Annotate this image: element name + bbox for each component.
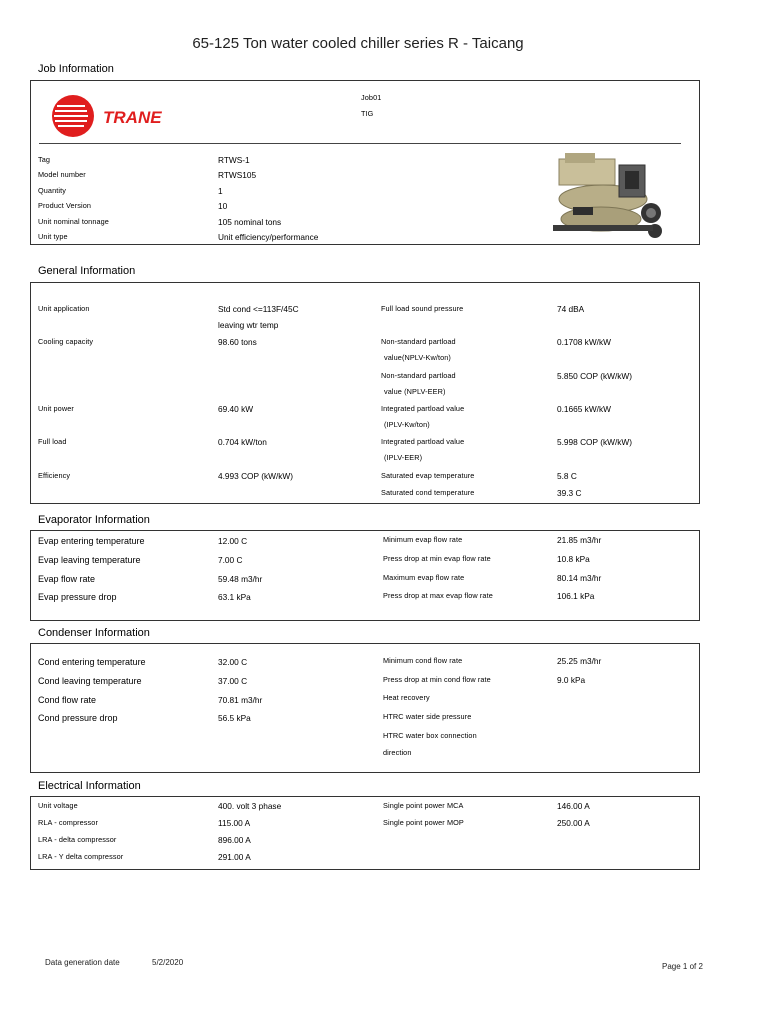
date-label: Data generation date [45, 958, 120, 967]
job-row-value: RTWS105 [218, 170, 257, 180]
job-row-value: RTWS-1 [218, 155, 250, 165]
job-row-value: 1 [218, 186, 223, 196]
job-row-value: Unit efficiency/performance [218, 232, 319, 242]
condenser-info-box [30, 643, 700, 773]
general-right-label: Saturated cond temperature [381, 488, 475, 497]
evaporator-right-value: 106.1 kPa [557, 591, 595, 601]
electrical-left-label: Unit voltage [38, 801, 78, 810]
evaporator-left-value: 7.00 C [218, 555, 243, 565]
job-row-label: Quantity [38, 186, 66, 195]
condenser-section-title: Condenser Information [38, 627, 150, 639]
evaporator-right-value: 10.8 kPa [557, 554, 590, 564]
general-left-label: Unit application [38, 304, 90, 313]
job-sub: TIG [361, 109, 374, 118]
condenser-left-label: Cond leaving temperature [38, 676, 142, 686]
general-info-box [30, 282, 700, 504]
condenser-right-label: HTRC water side pressure [383, 712, 472, 721]
condenser-right-label: Press drop at min cond flow rate [383, 675, 491, 684]
job-row-value: 105 nominal tons [218, 217, 282, 227]
page-title: 65-125 Ton water cooled chiller series R - Taicang [192, 35, 524, 52]
electrical-left-value: 291.00 A [218, 852, 251, 862]
condenser-left-value: 32.00 C [218, 657, 248, 667]
general-right-label: Non-standard partload [381, 337, 456, 346]
chiller-unit-image [543, 151, 671, 241]
electrical-right-value: 146.00 A [557, 801, 590, 811]
condenser-right-label-cont: direction [383, 748, 412, 757]
general-right-value: 5.8 C [557, 471, 577, 481]
electrical-left-label: LRA - Y delta compressor [38, 852, 124, 861]
condenser-left-label: Cond entering temperature [38, 657, 146, 667]
divider [39, 143, 681, 144]
evaporator-right-label: Press drop at min evap flow rate [383, 554, 491, 563]
general-right-value: 5.998 COP (kW/kW) [557, 437, 632, 447]
general-right-label-cont: (IPLV-Kw/ton) [384, 420, 430, 429]
job-row-label: Unit type [38, 232, 68, 241]
general-left-value-cont: leaving wtr temp [218, 320, 279, 330]
general-left-label: Efficiency [38, 471, 71, 480]
job-name: Job01 [361, 93, 382, 102]
evaporator-left-label: Evap pressure drop [38, 592, 117, 602]
evaporator-left-label: Evap entering temperature [38, 536, 145, 546]
general-left-label: Cooling capacity [38, 337, 94, 346]
job-section-title: Job Information [38, 63, 114, 75]
job-row-label: Model number [38, 170, 86, 179]
trane-logo-icon [51, 94, 181, 138]
evaporator-right-label: Press drop at max evap flow rate [383, 591, 493, 600]
evaporator-left-value: 12.00 C [218, 536, 248, 546]
condenser-left-label: Cond flow rate [38, 695, 97, 705]
general-right-label: Saturated evap temperature [381, 471, 475, 480]
evaporator-right-label: Maximum evap flow rate [383, 573, 465, 582]
general-right-value: 0.1665 kW/kW [557, 404, 611, 414]
evaporator-right-value: 80.14 m3/hr [557, 573, 602, 583]
job-row-label: Tag [38, 155, 51, 164]
condenser-right-label: Minimum cond flow rate [383, 656, 463, 665]
evaporator-info-box [30, 530, 700, 621]
date-value: 5/2/2020 [152, 958, 184, 967]
electrical-info-box [30, 796, 700, 870]
electrical-left-value: 115.00 A [218, 818, 251, 828]
evaporator-right-label: Minimum evap flow rate [383, 535, 463, 544]
general-right-value: 5.850 COP (kW/kW) [557, 371, 632, 381]
general-left-value: 69.40 kW [218, 404, 254, 414]
condenser-left-label: Cond pressure drop [38, 713, 118, 723]
general-left-value: 98.60 tons [218, 337, 257, 347]
general-section-title: General Information [38, 265, 136, 277]
evaporator-left-value: 59.48 m3/hr [218, 574, 263, 584]
electrical-left-label: RLA - compressor [38, 818, 98, 827]
electrical-left-value: 400. volt 3 phase [218, 801, 282, 811]
general-left-value: Std cond <=113F/45C [218, 304, 299, 314]
condenser-left-value: 70.81 m3/hr [218, 695, 263, 705]
general-right-value: 74 dBA [557, 304, 585, 314]
general-left-label: Unit power [38, 404, 74, 413]
evaporator-section-title: Evaporator Information [38, 514, 150, 526]
evaporator-left-label: Evap leaving temperature [38, 555, 141, 565]
condenser-left-value: 37.00 C [218, 676, 248, 686]
condenser-right-value: 9.0 kPa [557, 675, 586, 685]
condenser-right-label: Heat recovery [383, 693, 430, 702]
general-right-label-cont: value (NPLV-EER) [384, 387, 446, 396]
condenser-left-value: 56.5 kPa [218, 713, 251, 723]
general-right-label-cont: value(NPLV-Kw/ton) [384, 353, 451, 362]
electrical-right-value: 250.00 A [557, 818, 590, 828]
electrical-right-label: Single point power MOP [383, 818, 464, 827]
job-info-box [30, 80, 700, 245]
general-left-value: 4.993 COP (kW/kW) [218, 471, 293, 481]
evaporator-left-label: Evap flow rate [38, 574, 96, 584]
general-right-label: Full load sound pressure [381, 304, 464, 313]
general-right-value: 0.1708 kW/kW [557, 337, 611, 347]
electrical-left-value: 896.00 A [218, 835, 251, 845]
electrical-section-title: Electrical Information [38, 780, 141, 792]
general-right-label: Non-standard partload [381, 371, 456, 380]
condenser-right-label: HTRC water box connection [383, 731, 477, 740]
electrical-left-label: LRA - delta compressor [38, 835, 117, 844]
general-left-label: Full load [38, 437, 67, 446]
condenser-right-value: 25.25 m3/hr [557, 656, 602, 666]
general-left-value: 0.704 kW/ton [218, 437, 267, 447]
general-right-label: Integrated partload value [381, 404, 465, 413]
evaporator-left-value: 63.1 kPa [218, 592, 251, 602]
general-right-label-cont: (IPLV-EER) [384, 453, 423, 462]
page-number: Page 1 of 2 [662, 962, 703, 971]
job-row-label: Product Version [38, 201, 92, 210]
logo-text: TRANE [103, 108, 162, 127]
general-right-label: Integrated partload value [381, 437, 465, 446]
general-right-value: 39.3 C [557, 488, 582, 498]
job-row-label: Unit nominal tonnage [38, 217, 109, 226]
job-row-value: 10 [218, 201, 228, 211]
evaporator-right-value: 21.85 m3/hr [557, 535, 602, 545]
electrical-right-label: Single point power MCA [383, 801, 464, 810]
